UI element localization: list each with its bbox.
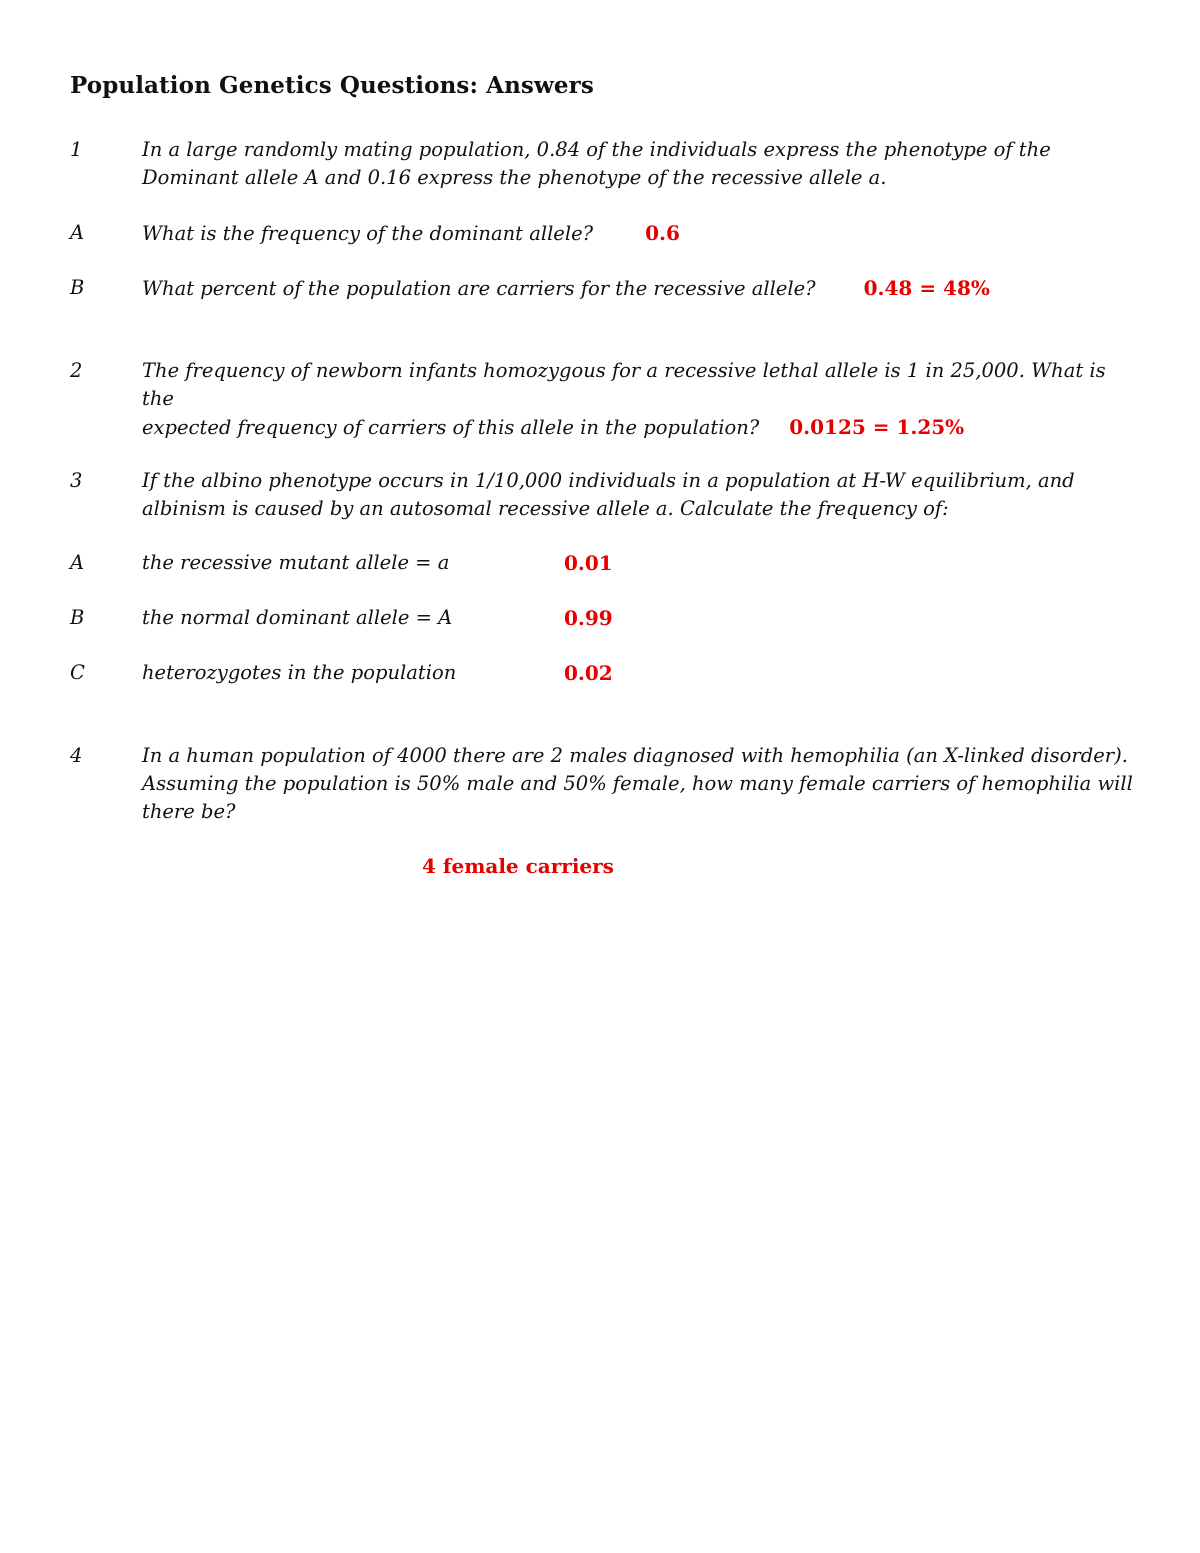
- question-number: 4: [70, 744, 83, 767]
- answer-3c: 0.02: [564, 661, 613, 685]
- part-text: [142, 274, 1142, 303]
- part-label: B: [70, 606, 85, 629]
- question-text-line: there be?: [142, 800, 236, 823]
- part-label: A: [70, 221, 85, 244]
- question-text: [142, 742, 1142, 826]
- part-question: the recessive mutant allele = a: [142, 551, 450, 574]
- question-3a: [70, 549, 1130, 577]
- answer-3b: 0.99: [564, 606, 613, 630]
- part-label: A: [70, 551, 85, 574]
- question-text: [142, 357, 1142, 442]
- question-text-line: expected frequency of carriers of this allele in the population?: [142, 416, 760, 439]
- part-label: B: [70, 276, 85, 299]
- answer-4: 4 female carriers: [422, 854, 614, 878]
- question-text-line: In a large randomly mating population, 0.84 of the individuals express the phenotype of the: [142, 138, 1051, 161]
- part-text: [142, 219, 1142, 248]
- part-question: What is the frequency of the dominant allele?: [142, 222, 594, 245]
- answer-2: 0.0125 = 1.25%: [789, 415, 965, 439]
- question-text-line: If the albino phenotype occurs in 1/10,000 individuals in a population at H-W equilibrium, and: [142, 469, 1075, 492]
- part-question: the normal dominant allele = A: [142, 606, 453, 629]
- answer-1a: 0.6: [645, 221, 680, 245]
- part-question: What percent of the population are carriers for the recessive allele?: [142, 277, 816, 300]
- question-number: 3: [70, 469, 83, 492]
- question-number: 1: [70, 138, 83, 161]
- question-3b: [70, 604, 1130, 632]
- answer-3a: 0.01: [564, 551, 613, 575]
- question-3c: [70, 659, 1130, 687]
- part-label: C: [70, 661, 85, 684]
- question-text: [142, 467, 1142, 523]
- question-text-line: Assuming the population is 50% male and 50% female, how many female carriers of hemophilia will: [142, 772, 1133, 795]
- question-4-answer-row: [70, 852, 1130, 880]
- question-text-line: In a human population of 4000 there are 2 males diagnosed with hemophilia (an X-linked disorder).: [142, 744, 1128, 767]
- question-text-line: albinism is caused by an autosomal recessive allele a. Calculate the frequency of:: [142, 497, 949, 520]
- page-title: Population Genetics Questions: Answers: [70, 72, 594, 99]
- question-text-line: The frequency of newborn infants homozygous for a recessive lethal allele is 1 in 25,000. What is the: [142, 359, 1106, 410]
- question-number: 2: [70, 359, 83, 382]
- part-question: heterozygotes in the population: [142, 661, 457, 684]
- question-text-line: Dominant allele A and 0.16 express the phenotype of the recessive allele a.: [142, 166, 887, 189]
- question-text: [142, 136, 1142, 192]
- answer-1b: 0.48 = 48%: [863, 276, 990, 300]
